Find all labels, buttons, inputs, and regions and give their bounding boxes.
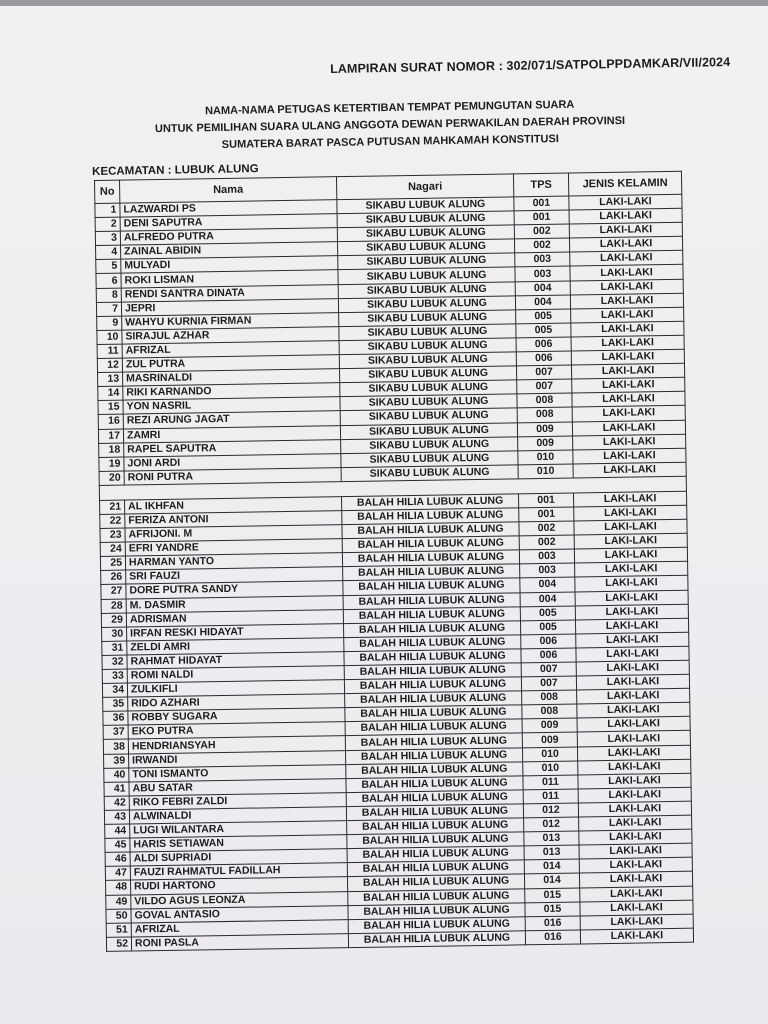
cell-no: 41 bbox=[104, 782, 129, 796]
cell-jenis-kelamin: LAKI-LAKI bbox=[580, 914, 693, 930]
cell-no: 1 bbox=[95, 203, 120, 217]
cell-nagari: SIKABU LUBUK ALUNG bbox=[338, 267, 515, 284]
cell-tps: 003 bbox=[515, 252, 570, 267]
cell-tps: 008 bbox=[517, 407, 572, 422]
cell-nagari: BALAH HILIA LUBUK ALUNG bbox=[346, 804, 523, 821]
cell-nagari: SIKABU LUBUK ALUNG bbox=[339, 352, 516, 369]
cell-tps: 002 bbox=[514, 238, 569, 253]
cell-jenis-kelamin: LAKI-LAKI bbox=[580, 886, 693, 902]
cell-nama: RONI PUTRA bbox=[124, 467, 341, 485]
cell-no: 14 bbox=[98, 386, 123, 400]
cell-jenis-kelamin: LAKI-LAKI bbox=[574, 519, 687, 535]
cell-jenis-kelamin: LAKI-LAKI bbox=[577, 731, 690, 747]
cell-tps: 007 bbox=[521, 676, 576, 691]
cell-no: 34 bbox=[102, 683, 127, 697]
cell-nama: RAHMAT HIDAYAT bbox=[127, 652, 344, 670]
cell-tps: 003 bbox=[515, 267, 570, 282]
cell-nagari: SIKABU LUBUK ALUNG bbox=[338, 253, 515, 270]
cell-no: 2 bbox=[95, 217, 120, 231]
cell-nama: TONI ISMANTO bbox=[129, 764, 346, 782]
cell-tps: 013 bbox=[524, 831, 579, 846]
cell-jenis-kelamin: LAKI-LAKI bbox=[577, 688, 690, 704]
cell-nama: FAUZI RAHMATUL FADILLAH bbox=[130, 863, 347, 881]
cell-nama: VILDO AGUS LEONZA bbox=[131, 891, 348, 909]
cell-nama: ALFREDO PUTRA bbox=[120, 228, 337, 246]
cell-nama: RAPEL SAPUTRA bbox=[124, 439, 341, 457]
cell-nagari: BALAH HILIA LUBUK ALUNG bbox=[347, 818, 524, 835]
cell-tps: 005 bbox=[520, 606, 575, 621]
cell-nagari: BALAH HILIA LUBUK ALUNG bbox=[346, 776, 523, 793]
cell-nama: RONI PASLA bbox=[131, 933, 348, 951]
cell-nama: RENDI SANTRA DINATA bbox=[121, 284, 338, 302]
cell-nama: AFRIZAL bbox=[131, 919, 348, 937]
cell-tps: 016 bbox=[525, 930, 580, 945]
cell-nama: RIDO AZHARI bbox=[128, 694, 345, 712]
cell-nagari: BALAH HILIA LUBUK ALUNG bbox=[342, 494, 519, 511]
cell-tps: 014 bbox=[524, 873, 579, 888]
cell-jenis-kelamin: LAKI-LAKI bbox=[578, 759, 691, 775]
cell-no: 18 bbox=[99, 443, 124, 457]
cell-no: 7 bbox=[96, 302, 121, 316]
cell-nagari: SIKABU LUBUK ALUNG bbox=[341, 465, 518, 482]
cell-jenis-kelamin: LAKI-LAKI bbox=[574, 533, 687, 549]
cell-nagari: BALAH HILIA LUBUK ALUNG bbox=[342, 536, 519, 553]
cell-nagari: BALAH HILIA LUBUK ALUNG bbox=[348, 931, 525, 948]
cell-jenis-kelamin: LAKI-LAKI bbox=[569, 222, 682, 238]
cell-nama: JONI ARDI bbox=[124, 453, 341, 471]
cell-tps: 001 bbox=[514, 210, 569, 225]
cell-nama: M. DASMIR bbox=[126, 595, 343, 613]
cell-nama: ZAINAL ABIDIN bbox=[121, 242, 338, 260]
cell-no: 32 bbox=[102, 655, 127, 669]
cell-jenis-kelamin: LAKI-LAKI bbox=[580, 900, 693, 916]
cell-tps: 008 bbox=[522, 690, 577, 705]
cell-nama: GOVAL ANTASIO bbox=[131, 905, 348, 923]
cell-nagari: BALAH HILIA LUBUK ALUNG bbox=[348, 902, 525, 919]
cell-jenis-kelamin: LAKI-LAKI bbox=[572, 392, 685, 408]
cell-no: 36 bbox=[103, 711, 128, 725]
cell-nagari: SIKABU LUBUK ALUNG bbox=[337, 211, 514, 228]
cell-nama: JEPRI bbox=[121, 298, 338, 316]
cell-no: 24 bbox=[100, 542, 125, 556]
cell-jenis-kelamin: LAKI-LAKI bbox=[574, 505, 687, 521]
cell-no: 33 bbox=[102, 669, 127, 683]
cell-tps: 004 bbox=[515, 281, 570, 296]
column-header-nama: Nama bbox=[120, 177, 337, 203]
cell-nama: ZULKIFLI bbox=[127, 680, 344, 698]
cell-jenis-kelamin: LAKI-LAKI bbox=[579, 815, 692, 831]
cell-jenis-kelamin: LAKI-LAKI bbox=[575, 576, 688, 592]
cell-no: 51 bbox=[106, 923, 131, 937]
cell-jenis-kelamin: LAKI-LAKI bbox=[572, 406, 685, 422]
cell-jenis-kelamin: LAKI-LAKI bbox=[580, 928, 693, 944]
cell-nama: DORE PUTRA SANDY bbox=[126, 581, 343, 599]
cell-no: 45 bbox=[105, 838, 130, 852]
title-line-2: UNTUK PEMILIHAN SUARA ULANG ANGGOTA DEWAN PERWAKILAN DAERAH PROVINSI bbox=[154, 114, 626, 136]
cell-jenis-kelamin: LAKI-LAKI bbox=[577, 745, 690, 761]
cell-nama: AFRIZAL bbox=[122, 341, 339, 359]
cell-jenis-kelamin: LAKI-LAKI bbox=[578, 801, 691, 817]
cell-tps: 006 bbox=[521, 648, 576, 663]
cell-jenis-kelamin: LAKI-LAKI bbox=[571, 349, 684, 365]
cell-tps: 007 bbox=[516, 365, 571, 380]
cell-nama: EFRI YANDRE bbox=[125, 539, 342, 557]
cell-tps: 011 bbox=[523, 789, 578, 804]
cell-tps: 010 bbox=[523, 761, 578, 776]
cell-nagari: SIKABU LUBUK ALUNG bbox=[341, 436, 518, 453]
cell-no: 25 bbox=[100, 556, 125, 570]
cell-tps: 004 bbox=[520, 577, 575, 592]
cell-no: 15 bbox=[98, 400, 123, 414]
scan-edge bbox=[0, 0, 768, 6]
cell-nama: REZI ARUNG JAGAT bbox=[123, 411, 340, 429]
cell-no: 50 bbox=[106, 909, 131, 923]
column-header-jenis-kelamin: JENIS KELAMIN bbox=[568, 171, 681, 196]
cell-tps: 011 bbox=[523, 775, 578, 790]
cell-nama: ROKI LISMAN bbox=[121, 270, 338, 288]
cell-nagari: SIKABU LUBUK ALUNG bbox=[339, 338, 516, 355]
cell-tps: 010 bbox=[522, 747, 577, 762]
cell-no: 6 bbox=[96, 274, 121, 288]
cell-nagari: SIKABU LUBUK ALUNG bbox=[340, 408, 517, 425]
cell-jenis-kelamin: LAKI-LAKI bbox=[573, 491, 686, 507]
cell-nama: DENI SAPUTRA bbox=[120, 214, 337, 232]
cell-no: 40 bbox=[104, 768, 129, 782]
cell-nama: ALDI SUPRIADI bbox=[130, 849, 347, 867]
officer-table bbox=[94, 171, 694, 952]
cell-tps: 012 bbox=[524, 817, 579, 832]
cell-no: 5 bbox=[96, 259, 121, 273]
cell-tps: 004 bbox=[520, 592, 575, 607]
cell-nagari: SIKABU LUBUK ALUNG bbox=[339, 310, 516, 327]
cell-tps: 003 bbox=[519, 549, 574, 564]
cell-no: 43 bbox=[104, 810, 129, 824]
cell-nagari: BALAH HILIA LUBUK ALUNG bbox=[345, 691, 522, 708]
cell-jenis-kelamin: LAKI-LAKI bbox=[570, 293, 683, 309]
cell-tps: 016 bbox=[525, 916, 580, 931]
cell-no: 47 bbox=[105, 866, 130, 880]
column-header-nagari: Nagari bbox=[336, 174, 513, 200]
cell-jenis-kelamin: LAKI-LAKI bbox=[576, 646, 689, 662]
cell-jenis-kelamin: LAKI-LAKI bbox=[579, 872, 692, 888]
column-header-no: No bbox=[95, 180, 120, 203]
cell-nagari: SIKABU LUBUK ALUNG bbox=[339, 366, 516, 383]
cell-tps: 015 bbox=[525, 887, 580, 902]
cell-no: 38 bbox=[103, 739, 128, 753]
cell-no: 52 bbox=[106, 937, 131, 951]
cell-jenis-kelamin: LAKI-LAKI bbox=[577, 702, 690, 718]
cell-nagari: BALAH HILIA LUBUK ALUNG bbox=[342, 508, 519, 525]
cell-tps: 002 bbox=[519, 535, 574, 550]
cell-nama: ADRISMAN bbox=[126, 609, 343, 627]
cell-no: 23 bbox=[100, 528, 125, 542]
cell-jenis-kelamin: LAKI-LAKI bbox=[573, 448, 686, 464]
cell-jenis-kelamin: LAKI-LAKI bbox=[575, 604, 688, 620]
cell-nagari: BALAH HILIA LUBUK ALUNG bbox=[345, 705, 522, 722]
cell-nagari: BALAH HILIA LUBUK ALUNG bbox=[347, 846, 524, 863]
cell-tps: 014 bbox=[524, 859, 579, 874]
cell-nama: MULYADI bbox=[121, 256, 338, 274]
district-label: KECAMATAN : LUBUK ALUNG bbox=[92, 163, 259, 178]
cell-nama: MASRINALDI bbox=[123, 369, 340, 387]
cell-nagari: BALAH HILIA LUBUK ALUNG bbox=[344, 677, 521, 694]
cell-tps: 007 bbox=[517, 379, 572, 394]
cell-no: 29 bbox=[101, 613, 126, 627]
cell-nagari: BALAH HILIA LUBUK ALUNG bbox=[344, 649, 521, 666]
cell-nagari: SIKABU LUBUK ALUNG bbox=[338, 239, 515, 256]
cell-nama: RIKO FEBRI ZALDI bbox=[129, 792, 346, 810]
cell-no: 19 bbox=[99, 457, 124, 471]
cell-nama: HARIS SETIAWAN bbox=[130, 835, 347, 853]
cell-no: 12 bbox=[97, 358, 122, 372]
cell-nama: SRI FAUZI bbox=[126, 567, 343, 585]
cell-nagari: SIKABU LUBUK ALUNG bbox=[337, 197, 514, 214]
cell-tps: 008 bbox=[517, 393, 572, 408]
table-body bbox=[95, 194, 694, 951]
column-header-tps: TPS bbox=[513, 173, 568, 197]
cell-no: 13 bbox=[98, 372, 123, 386]
cell-nagari: BALAH HILIA LUBUK ALUNG bbox=[346, 790, 523, 807]
cell-jenis-kelamin: LAKI-LAKI bbox=[578, 773, 691, 789]
cell-jenis-kelamin: LAKI-LAKI bbox=[570, 265, 683, 281]
cell-nagari: SIKABU LUBUK ALUNG bbox=[341, 451, 518, 468]
cell-nama: ROBBY SUGARA bbox=[128, 708, 345, 726]
cell-no: 20 bbox=[99, 471, 124, 485]
cell-nagari: SIKABU LUBUK ALUNG bbox=[340, 422, 517, 439]
cell-no: 30 bbox=[102, 627, 127, 641]
cell-nagari: SIKABU LUBUK ALUNG bbox=[338, 296, 515, 313]
cell-jenis-kelamin: LAKI-LAKI bbox=[571, 363, 684, 379]
cell-jenis-kelamin: LAKI-LAKI bbox=[574, 547, 687, 563]
cell-tps: 006 bbox=[516, 351, 571, 366]
cell-jenis-kelamin: LAKI-LAKI bbox=[579, 857, 692, 873]
cell-jenis-kelamin: LAKI-LAKI bbox=[573, 434, 686, 450]
cell-no: 46 bbox=[105, 852, 130, 866]
cell-nama: IRWANDI bbox=[129, 750, 346, 768]
cell-no: 35 bbox=[103, 697, 128, 711]
cell-tps: 008 bbox=[522, 704, 577, 719]
cell-nagari: SIKABU LUBUK ALUNG bbox=[338, 281, 515, 298]
cell-nama: HENDRIANSYAH bbox=[128, 736, 345, 754]
cell-no: 31 bbox=[102, 641, 127, 655]
title-line-3: SUMATERA BARAT PASCA PUTUSAN MAHKAMAH KONSTITUSI bbox=[221, 133, 559, 151]
cell-jenis-kelamin: LAKI-LAKI bbox=[575, 618, 688, 634]
cell-nagari: BALAH HILIA LUBUK ALUNG bbox=[347, 860, 524, 877]
document-title bbox=[110, 95, 671, 156]
cell-nagari: BALAH HILIA LUBUK ALUNG bbox=[346, 761, 523, 778]
cell-jenis-kelamin: LAKI-LAKI bbox=[575, 562, 688, 578]
cell-tps: 006 bbox=[516, 337, 571, 352]
cell-no: 11 bbox=[97, 344, 122, 358]
cell-no: 39 bbox=[104, 754, 129, 768]
cell-nama: ZUL PUTRA bbox=[122, 355, 339, 373]
cell-tps: 009 bbox=[522, 718, 577, 733]
cell-jenis-kelamin: LAKI-LAKI bbox=[576, 632, 689, 648]
cell-no: 49 bbox=[106, 895, 131, 909]
cell-tps: 006 bbox=[521, 634, 576, 649]
cell-no: 42 bbox=[104, 796, 129, 810]
cell-no: 21 bbox=[100, 500, 125, 514]
cell-jenis-kelamin: LAKI-LAKI bbox=[575, 590, 688, 606]
cell-nagari: BALAH HILIA LUBUK ALUNG bbox=[342, 550, 519, 567]
cell-tps: 009 bbox=[522, 732, 577, 747]
cell-no: 10 bbox=[97, 330, 122, 344]
cell-jenis-kelamin: LAKI-LAKI bbox=[572, 377, 685, 393]
cell-nagari: BALAH HILIA LUBUK ALUNG bbox=[343, 564, 520, 581]
cell-tps: 001 bbox=[514, 196, 569, 211]
cell-nagari: BALAH HILIA LUBUK ALUNG bbox=[347, 832, 524, 849]
cell-no: 26 bbox=[101, 570, 126, 584]
cell-tps: 005 bbox=[516, 323, 571, 338]
cell-jenis-kelamin: LAKI-LAKI bbox=[569, 237, 682, 253]
cell-tps: 009 bbox=[518, 436, 573, 451]
cell-tps: 003 bbox=[520, 563, 575, 578]
cell-no: 17 bbox=[98, 429, 123, 443]
cell-tps: 010 bbox=[518, 450, 573, 465]
cell-no: 3 bbox=[95, 231, 120, 245]
title-line-1: NAMA-NAMA PETUGAS KETERTIBAN TEMPAT PEMUNGUTAN SUARA bbox=[204, 98, 575, 118]
cell-nagari: BALAH HILIA LUBUK ALUNG bbox=[348, 917, 525, 934]
cell-nama: WAHYU KURNIA FIRMAN bbox=[122, 312, 339, 330]
cell-no: 22 bbox=[100, 514, 125, 528]
cell-jenis-kelamin: LAKI-LAKI bbox=[576, 674, 689, 690]
cell-no: 37 bbox=[103, 725, 128, 739]
cell-no: 28 bbox=[101, 599, 126, 613]
cell-nama: SIRAJUL AZHAR bbox=[122, 327, 339, 345]
cell-nagari: BALAH HILIA LUBUK ALUNG bbox=[343, 578, 520, 595]
cell-nagari: BALAH HILIA LUBUK ALUNG bbox=[348, 888, 525, 905]
cell-nama: RUDI HARTONO bbox=[131, 877, 348, 895]
cell-nama: ABU SATAR bbox=[129, 778, 346, 796]
cell-jenis-kelamin: LAKI-LAKI bbox=[570, 279, 683, 295]
cell-nagari: BALAH HILIA LUBUK ALUNG bbox=[343, 621, 520, 638]
cell-nagari: SIKABU LUBUK ALUNG bbox=[340, 380, 517, 397]
cell-no: 44 bbox=[105, 824, 130, 838]
cell-nama: ALWINALDI bbox=[129, 807, 346, 825]
cell-no: 8 bbox=[96, 288, 121, 302]
cell-nama: FERIZA ANTONI bbox=[125, 511, 342, 529]
cell-nama: HARMAN YANTO bbox=[125, 553, 342, 571]
cell-nagari: BALAH HILIA LUBUK ALUNG bbox=[345, 719, 522, 736]
cell-nama: LUGI WILANTARA bbox=[130, 821, 347, 839]
cell-jenis-kelamin: LAKI-LAKI bbox=[576, 660, 689, 676]
cell-tps: 001 bbox=[518, 493, 573, 508]
cell-nagari: BALAH HILIA LUBUK ALUNG bbox=[343, 606, 520, 623]
cell-nama: YON NASRIL bbox=[123, 397, 340, 415]
cell-nagari: SIKABU LUBUK ALUNG bbox=[340, 394, 517, 411]
cell-jenis-kelamin: LAKI-LAKI bbox=[571, 335, 684, 351]
cell-nagari: BALAH HILIA LUBUK ALUNG bbox=[344, 663, 521, 680]
cell-nagari: SIKABU LUBUK ALUNG bbox=[337, 225, 514, 242]
cell-jenis-kelamin: LAKI-LAKI bbox=[579, 843, 692, 859]
cell-tps: 010 bbox=[518, 464, 573, 479]
cell-jenis-kelamin: LAKI-LAKI bbox=[570, 251, 683, 267]
cell-nama: EKO PUTRA bbox=[128, 722, 345, 740]
cell-nagari: BALAH HILIA LUBUK ALUNG bbox=[345, 733, 522, 750]
cell-jenis-kelamin: LAKI-LAKI bbox=[578, 787, 691, 803]
cell-no: 16 bbox=[98, 414, 123, 428]
cell-jenis-kelamin: LAKI-LAKI bbox=[569, 194, 682, 210]
cell-nama: AL IKHFAN bbox=[125, 497, 342, 515]
cell-jenis-kelamin: LAKI-LAKI bbox=[577, 717, 690, 733]
officer-table-wrapper bbox=[94, 171, 694, 952]
cell-nama: ZAMRI bbox=[123, 425, 340, 443]
cell-no: 4 bbox=[96, 245, 121, 259]
cell-tps: 004 bbox=[515, 295, 570, 310]
cell-jenis-kelamin: LAKI-LAKI bbox=[569, 208, 682, 224]
cell-jenis-kelamin: LAKI-LAKI bbox=[571, 307, 684, 323]
cell-tps: 012 bbox=[523, 803, 578, 818]
attachment-reference: LAMPIRAN SURAT NOMOR : 302/071/SATPOLPPDAMKAR/VII/2024 bbox=[330, 55, 731, 76]
cell-nagari: BALAH HILIA LUBUK ALUNG bbox=[344, 635, 521, 652]
cell-no: 48 bbox=[106, 880, 131, 894]
cell-nama: IRFAN RESKI HIDAYAT bbox=[127, 623, 344, 641]
cell-nagari: BALAH HILIA LUBUK ALUNG bbox=[345, 747, 522, 764]
cell-jenis-kelamin: LAKI-LAKI bbox=[579, 829, 692, 845]
cell-tps: 002 bbox=[514, 224, 569, 239]
cell-nama: LAZWARDI PS bbox=[120, 200, 337, 218]
cell-jenis-kelamin: LAKI-LAKI bbox=[571, 321, 684, 337]
cell-jenis-kelamin: LAKI-LAKI bbox=[573, 462, 686, 478]
cell-nama: ROMI NALDI bbox=[127, 666, 344, 684]
cell-tps: 005 bbox=[520, 620, 575, 635]
cell-no: 9 bbox=[97, 316, 122, 330]
cell-no: 27 bbox=[101, 584, 126, 598]
cell-nama: AFRIJONI. M bbox=[125, 525, 342, 543]
cell-nagari: BALAH HILIA LUBUK ALUNG bbox=[342, 522, 519, 539]
cell-nagari: BALAH HILIA LUBUK ALUNG bbox=[343, 592, 520, 609]
cell-tps: 009 bbox=[517, 422, 572, 437]
cell-tps: 001 bbox=[519, 507, 574, 522]
cell-nama: ZELDI AMRI bbox=[127, 637, 344, 655]
cell-nama: RIKI KARNANDO bbox=[123, 383, 340, 401]
cell-nagari: SIKABU LUBUK ALUNG bbox=[339, 324, 516, 341]
cell-nagari: BALAH HILIA LUBUK ALUNG bbox=[347, 874, 524, 891]
cell-tps: 007 bbox=[521, 662, 576, 677]
cell-tps: 015 bbox=[525, 902, 580, 917]
cell-tps: 013 bbox=[524, 845, 579, 860]
cell-tps: 005 bbox=[516, 309, 571, 324]
cell-jenis-kelamin: LAKI-LAKI bbox=[572, 420, 685, 436]
cell-tps: 002 bbox=[519, 521, 574, 536]
